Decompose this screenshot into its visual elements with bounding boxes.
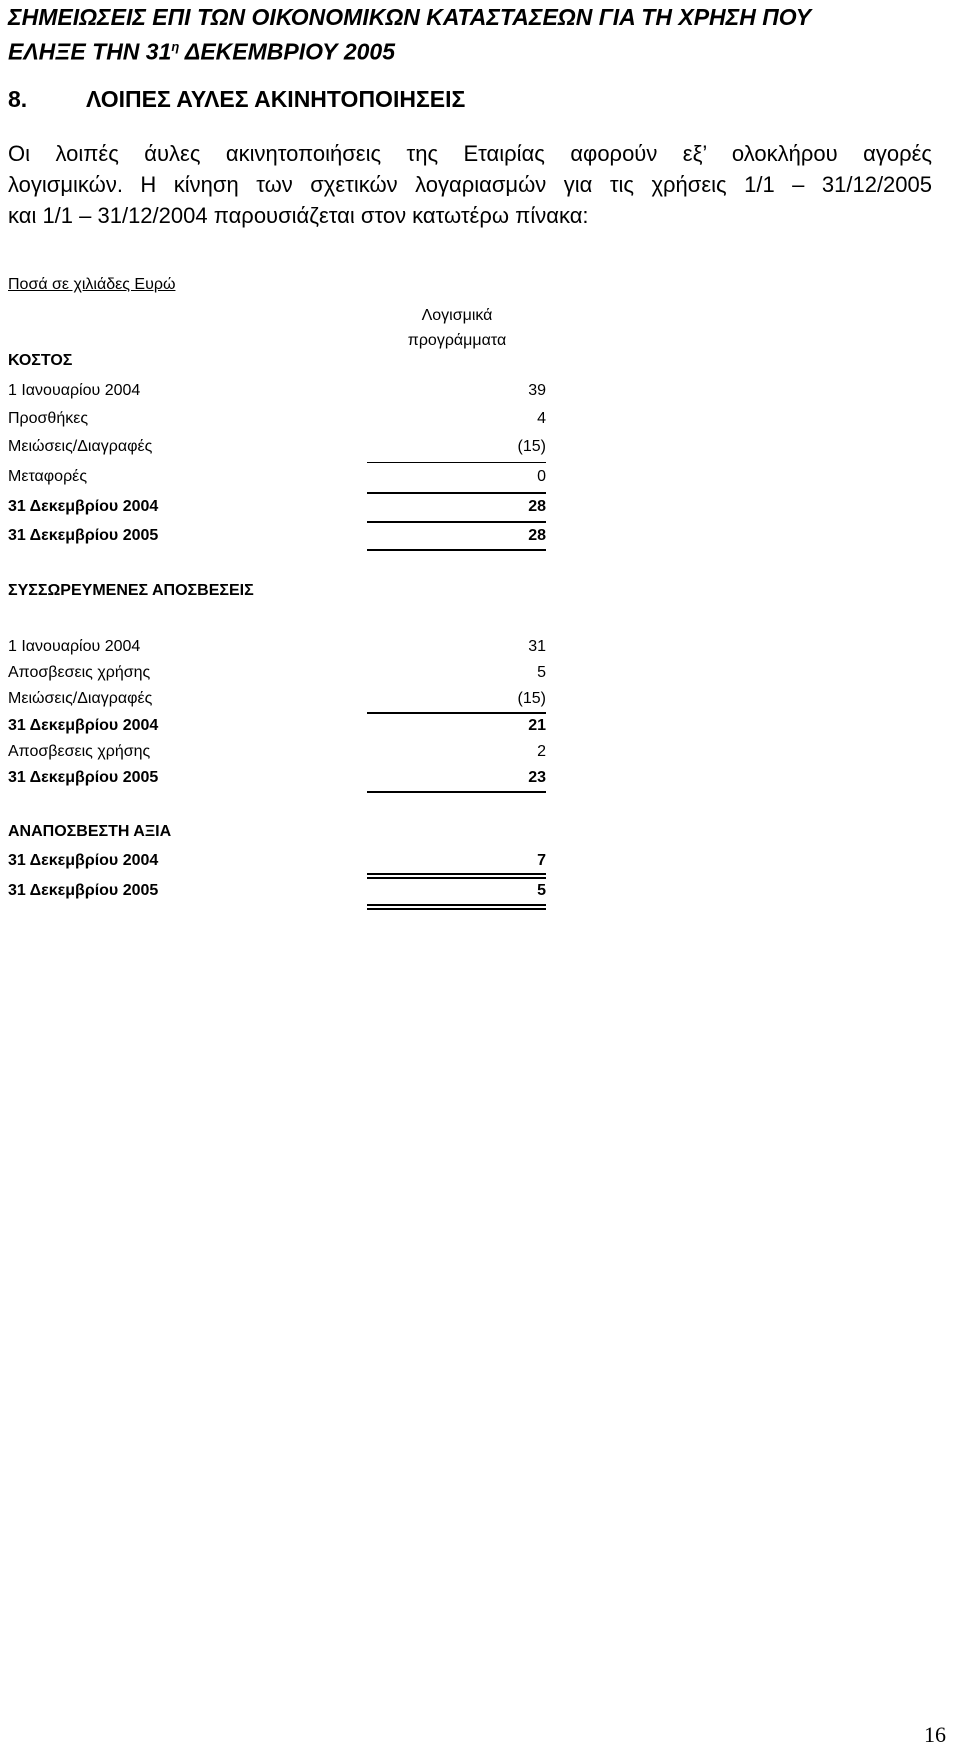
- row-value: 39: [528, 382, 546, 399]
- table-row: [8, 636, 546, 658]
- row-label: Μεταφορές: [8, 468, 88, 485]
- table-row: [8, 715, 546, 737]
- header-line-1: ΣΗΜΕΙΩΣΕΙΣ ΕΠΙ ΤΩΝ ΟΙΚΟΝΟΜΙΚΩΝ ΚΑΤΑΣΤΑΣΕΩΝ ΓΙΑ ΤΗ ΧΡΗΣΗ ΠΟΥ: [8, 4, 812, 30]
- column-header: [372, 303, 542, 353]
- row-value: 5: [537, 882, 546, 899]
- row-value: 28: [528, 527, 546, 544]
- row-value: 23: [528, 769, 546, 786]
- row-label: 31 Δεκεμβρίου 2004: [8, 498, 159, 515]
- double-rule-top: [367, 873, 546, 875]
- table-row: [8, 767, 546, 789]
- total-rule: [367, 549, 546, 551]
- row-label: Αποσβεσεις χρήσης: [8, 743, 151, 760]
- row-label: 31 Δεκεμβρίου 2004: [8, 852, 159, 869]
- row-value: (15): [517, 690, 546, 707]
- row-label: Αποσβεσεις χρήσης: [8, 664, 151, 681]
- column-header-line-1: Λογισμικά: [421, 307, 493, 324]
- row-value: 21: [528, 717, 546, 734]
- table-row: [8, 436, 546, 458]
- total-rule: [367, 712, 546, 714]
- intro-line-2: λογισμικών. Η κίνηση των σχετικών λογαριασμών για τις χρήσεις 1/1 – 31/12/2005: [8, 172, 932, 197]
- row-value: (15): [517, 438, 546, 455]
- table-row: [8, 688, 546, 710]
- table-row: [8, 850, 546, 872]
- amounts-note: Ποσά σε χιλιάδες Ευρώ: [8, 276, 176, 293]
- page-number: 16: [924, 1722, 946, 1747]
- header-line-2: [8, 32, 948, 67]
- total-rule: [367, 791, 546, 793]
- row-value: 2: [537, 743, 546, 760]
- table-row: [8, 408, 546, 430]
- depreciation-section-title: ΣΥΣΣΩΡΕΥΜΕΝΕΣ ΑΠΟΣΒΕΣΕΙΣ: [8, 582, 254, 599]
- row-label: 1 Ιανουαρίου 2004: [8, 382, 141, 399]
- intro-line-3: και 1/1 – 31/12/2004 παρουσιάζεται στον κατωτέρω πίνακα:: [8, 203, 589, 228]
- table-row: [8, 525, 546, 547]
- table-row: [8, 496, 546, 518]
- header-line-2-suffix: ΔΕΚΕΜΒΡΙΟΥ 2005: [179, 38, 395, 65]
- document-header: [8, 2, 948, 67]
- row-label: 1 Ιανουαρίου 2004: [8, 638, 141, 655]
- header-line-2-prefix: ΕΛΗΞΕ ΤΗΝ 31: [8, 38, 172, 65]
- double-rule-top: [367, 904, 546, 906]
- row-value: 31: [528, 638, 546, 655]
- column-header-line-2: προγράμματα: [407, 332, 507, 349]
- subtotal-rule: [367, 462, 546, 463]
- row-value: 0: [537, 468, 546, 485]
- table-row: [8, 380, 546, 402]
- table-row: [8, 741, 546, 763]
- double-rule-bottom: [367, 908, 546, 910]
- section-title-text: ΛΟΙΠΕΣ ΑΥΛΕΣ ΑΚΙΝΗΤΟΠΟΙΗΣΕΙΣ: [86, 86, 466, 112]
- row-value: 28: [528, 498, 546, 515]
- total-rule: [367, 521, 546, 523]
- row-label: Μειώσεις/Διαγραφές: [8, 690, 153, 707]
- row-label: 31 Δεκεμβρίου 2005: [8, 882, 159, 899]
- table-row: [8, 662, 546, 684]
- row-label: Μειώσεις/Διαγραφές: [8, 438, 153, 455]
- header-ordinal-superscript: η: [171, 39, 180, 54]
- double-rule-bottom: [367, 877, 546, 879]
- row-label: 31 Δεκεμβρίου 2005: [8, 527, 159, 544]
- intro-line-1: Οι λοιπές άυλες ακινητοποιήσεις της Εταιρίας αφορούν εξ’ ολοκλήρου αγορές: [8, 141, 932, 166]
- section-heading: [8, 86, 465, 113]
- cost-section-title: ΚΟΣΤΟΣ: [8, 352, 73, 369]
- table-row: [8, 466, 546, 488]
- net-book-value-section-title: ΑΝΑΠΟΣΒΕΣΤΗ ΑΞΙΑ: [8, 823, 172, 840]
- row-value: 5: [537, 664, 546, 681]
- row-label: 31 Δεκεμβρίου 2004: [8, 717, 159, 734]
- intro-paragraph: [8, 138, 932, 231]
- row-value: 4: [537, 410, 546, 427]
- total-rule: [367, 492, 546, 494]
- section-number: 8.: [8, 86, 28, 112]
- table-row: [8, 880, 546, 902]
- row-value: 7: [537, 852, 546, 869]
- row-label: 31 Δεκεμβρίου 2005: [8, 769, 159, 786]
- row-label: Προσθήκες: [8, 410, 89, 427]
